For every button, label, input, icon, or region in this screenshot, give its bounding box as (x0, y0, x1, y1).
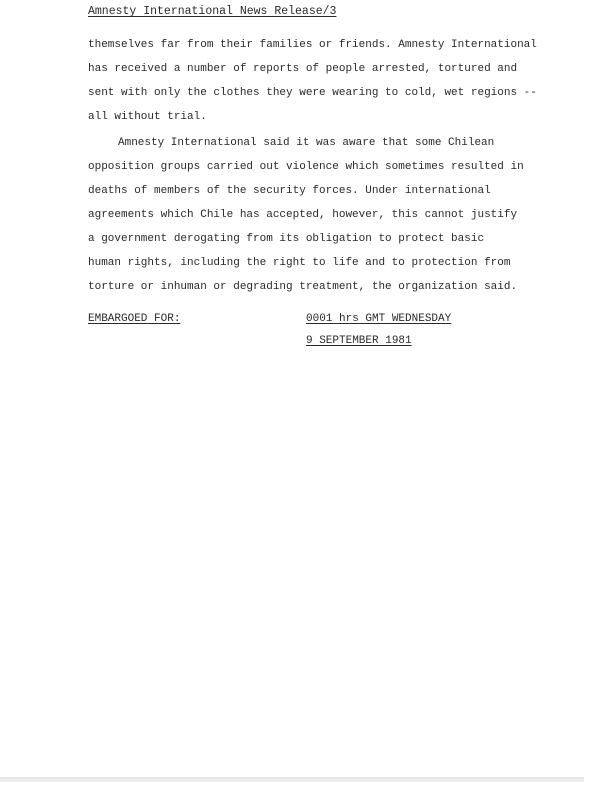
embargo-date: 9 SEPTEMBER 1981 (306, 335, 412, 347)
body-line: opposition groups carried out violence which sometimes resulted in (88, 161, 524, 173)
body-line: torture or inhuman or degrading treatment, the organization said. (88, 281, 518, 293)
paragraph-start-line: Amnesty International said it was aware that some Chilean (118, 137, 495, 149)
body-line: all without trial. (88, 111, 207, 123)
body-line: themselves far from their families or friends. Amnesty International (88, 39, 537, 51)
embargo-time: 0001 hrs GMT WEDNESDAY (306, 313, 452, 325)
body-line: a government derogating from its obligation to protect basic (88, 233, 485, 245)
body-line: sent with only the clothes they were wearing to cold, wet regions -- (88, 87, 537, 99)
body-line: human rights, including the right to life and to protection from (88, 257, 511, 269)
running-header: Amnesty International News Release/3 (88, 5, 337, 18)
embargo-label: EMBARGOED FOR: (88, 313, 181, 325)
body-line: deaths of members of the security forces. Under international (88, 185, 491, 197)
scan-edge-shadow (0, 777, 584, 782)
body-line: agreements which Chile has accepted, however, this cannot justify (88, 209, 518, 221)
body-line: has received a number of reports of people arrested, tortured and (88, 63, 518, 75)
